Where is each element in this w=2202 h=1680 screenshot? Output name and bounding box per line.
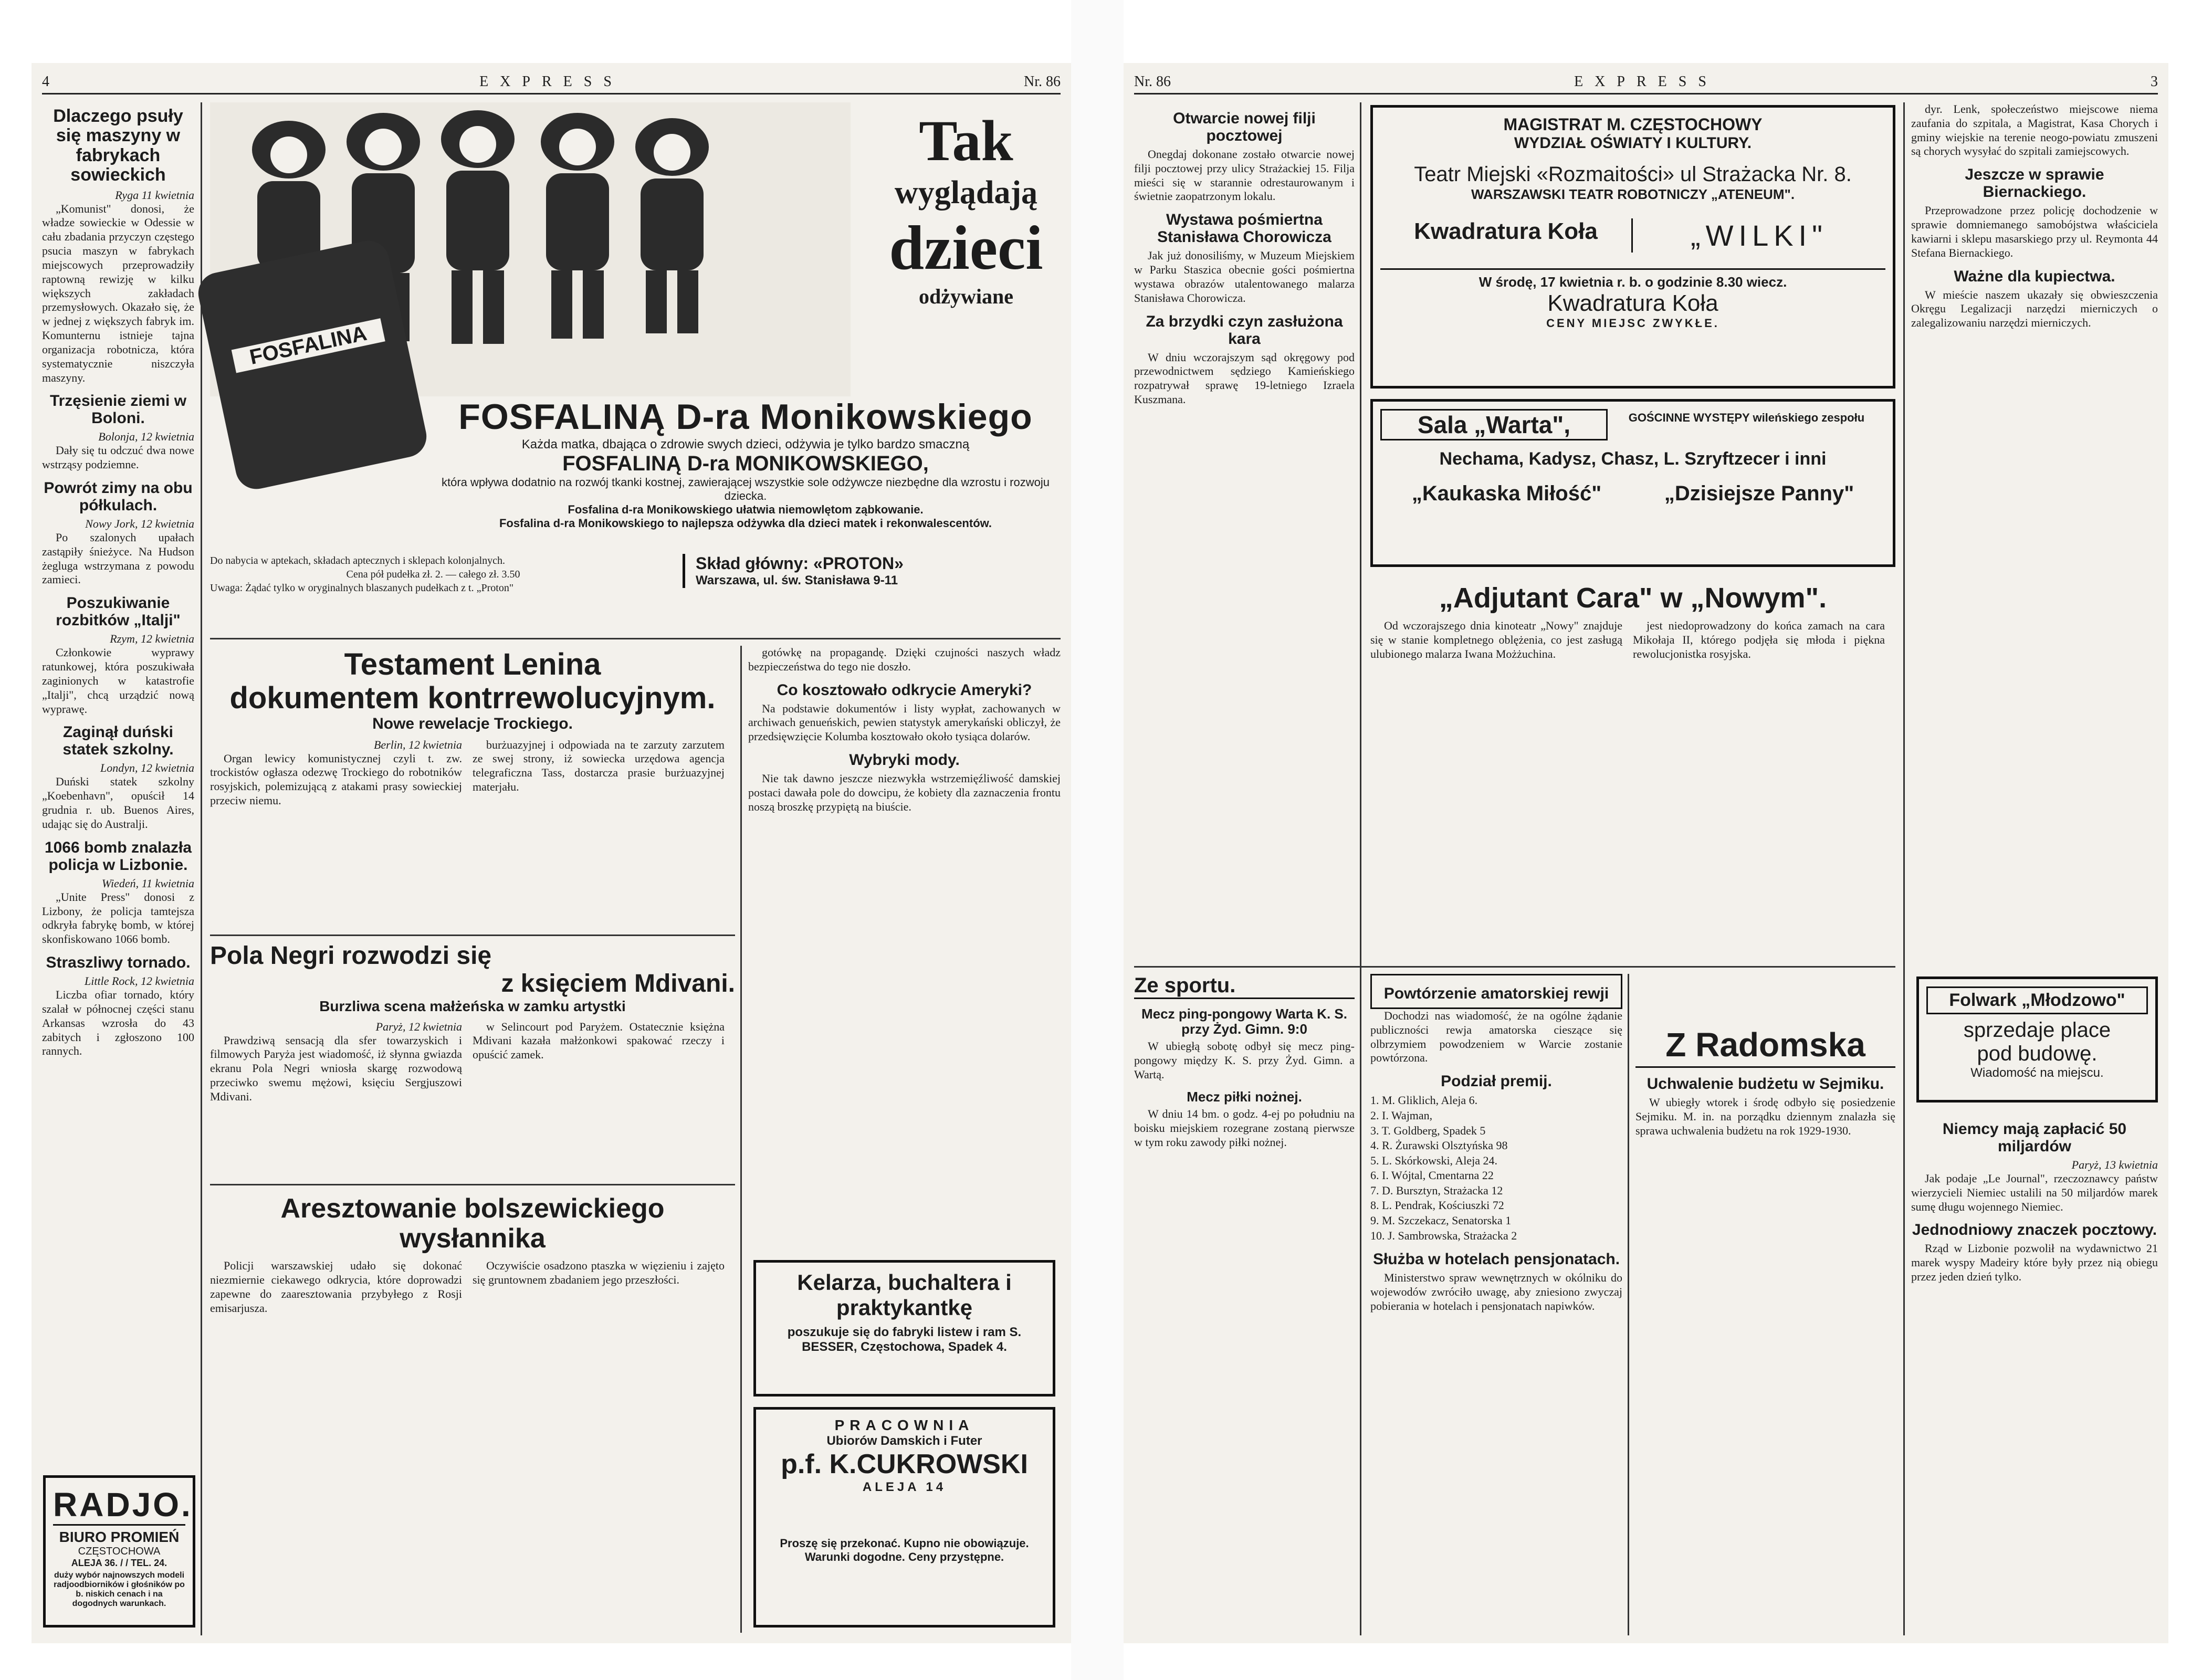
niemcy-body: Jak podaje „Le Journal", rzeczoznawcy państw wierzycieli Niemiec ustalili na 50 miljardów marek sumę długu wojennego Niemiec. bbox=[1911, 1172, 2158, 1213]
radio-ad bbox=[43, 1475, 195, 1628]
amatorska-body: Dochodzi nas wiadomość, że na ogólne żądanie publiczności rewja amatorska cieszące się olbrzymiem powodzeniem w Warcie zostanie powtórzona. bbox=[1370, 1009, 1622, 1065]
biernacki-body: Przeprowadzone przez policję dochodzenie w sprawie domniemanego samobójstwa właściciela kawiarni i sklepu masarskiego przy ul. Reymonta 44 Stefana Biernackiego. bbox=[1911, 204, 2158, 259]
slogan-line-1: Tak bbox=[919, 109, 1013, 173]
aresztowanie-columns bbox=[210, 1259, 735, 1318]
sport-header: Ze sportu. bbox=[1134, 974, 1355, 999]
right-col-far-lower bbox=[1911, 1113, 2158, 1633]
article-tornado bbox=[42, 954, 194, 1058]
aresztowanie-title: Aresztowanie bolszewickiego wysłannika bbox=[280, 1193, 665, 1254]
cukrowski-ad bbox=[753, 1407, 1055, 1628]
right-col-far bbox=[1911, 102, 2158, 963]
masthead: EXPRESS bbox=[479, 74, 623, 90]
adjutant-body-1: Od wczorajszego dnia kinoteatr „Nowy" znajduje się w stanie kompletnego oblężenia, co jest zasługą ulubionego malarza Iwana Możżuchina. bbox=[1370, 619, 1622, 661]
column-rule bbox=[201, 102, 202, 1635]
lenin-col-b bbox=[473, 738, 725, 811]
page-gutter bbox=[1071, 0, 1124, 1680]
slogan-line-2: wyglądają bbox=[894, 175, 1038, 211]
aresztowanie-body-2: Oczywiście osadzono ptaszka w więzieniu i zajęto się gruntownem zbadaniem jego przeszłości. bbox=[473, 1259, 725, 1287]
niemcy-dateline: Paryż, 13 kwietnia bbox=[2071, 1158, 2158, 1171]
wystawa-body: Jak już donosiliśmy, w Muzeum Miejskiem w Parku Staszica obecnie gości pośmiertna wystawa obrazów utalentowanego malarza Stanisława Chorowicza. bbox=[1134, 249, 1355, 304]
fosfalina-line-1: Każda matka, dbająca o zdrowie swych dzieci, odżywia je tylko bardzo smaczną bbox=[521, 437, 970, 452]
sport-title-1: Mecz ping-pongowy Warta K. S. przy Żyd. Gimn. 9:0 bbox=[1141, 1006, 1347, 1037]
wystawa-title: Wystawa pośmiertna Stanisława Chorowicza bbox=[1157, 211, 1331, 246]
fosfalina-line-4: Fosfalina d-ra Monikowskiego to najlepsza odżywka dla dzieci matek i rekonwalescentów. bbox=[499, 517, 992, 530]
section-rule bbox=[210, 934, 735, 936]
left-col-news bbox=[42, 102, 194, 1467]
article-trzesienie bbox=[42, 392, 194, 472]
article-title: Powrót zimy na obu półkulach. bbox=[44, 479, 193, 514]
lenin-columns bbox=[210, 738, 735, 811]
radomska-title: Z Radomska bbox=[1635, 1026, 1895, 1068]
issue-number: Nr. 86 bbox=[1024, 74, 1061, 90]
znaczek-body: Rząd w Lizbonie pozwolił na wydawnictwo 21 marek wyspy Madeiry które były przez nią obiegu przez jeden dzień tylko. bbox=[1911, 1242, 2158, 1284]
negri-body-1: Prawdziwą sensacją dla sfer towarzyskich i filmowych Paryża jest wiadomość, iż słynna gwiazda ekranu Pola Negri wniosła skargę rozwodową przeciwko swemu mężowi, księciu Sergjuszowi Mdivani. bbox=[210, 1033, 462, 1103]
page-number: 3 bbox=[2151, 74, 2158, 90]
kara-body: W dniu wczorajszym sąd okręgowy pod przewodnictwem sędziego Kamieńskiego rozpatrywał sprawę 19-letniego Izraela Kuszmana. bbox=[1134, 350, 1355, 406]
article-title: Dlaczego psuły się maszyny w fabrykach sowieckich bbox=[53, 106, 183, 185]
column-rule bbox=[1628, 974, 1629, 1635]
negri-col-a bbox=[210, 1020, 462, 1107]
premji-title: Podział premij. bbox=[1441, 1073, 1552, 1090]
magistrat-bottom-play: Kwadratura Koła bbox=[1547, 290, 1718, 316]
radio-ad-address: ALEJA 36. / / TEL. 24. bbox=[71, 1558, 167, 1568]
magistrat-prices: CENY MIEJSC ZWYKŁE. bbox=[1546, 317, 1719, 330]
article-aresztowanie bbox=[210, 1192, 735, 1633]
fosfalina-headline: FOSFALINĄ D-ra Monikowskiego bbox=[458, 397, 1033, 437]
section-rule bbox=[210, 638, 1061, 639]
folwark-line-1: sprzedaje place bbox=[1963, 1018, 2111, 1042]
list-item: 8. L. Pendrak, Kościuszki 72 bbox=[1370, 1199, 1504, 1212]
negri-title-2: z księciem Mdivani. bbox=[501, 969, 735, 998]
adjutant-body-2: jest niedoprowadzony do końca zamach na cara Mikołaja II, którego podjęła się młoda i piękna rewolucjonistka rosyjska. bbox=[1633, 619, 1885, 661]
article-title: Poszukiwanie rozbitków „Italji" bbox=[56, 594, 181, 629]
biernacki-title: Jeszcze w sprawie Biernackiego. bbox=[1965, 166, 2104, 201]
article-body: Duński statek szkolny „Koebenhavn", opuścił 14 grudnia r. ub. Buenos Aires, udając się do Australji. bbox=[42, 775, 194, 831]
kupiectwo-body: W mieście naszem ukazały się obwieszczenia Okręgu Legalizacji narzędzi mierniczych o zalegalizowaniu narzędzi mierniczych. bbox=[1911, 288, 2158, 330]
article-adjutant bbox=[1370, 578, 1895, 966]
slogan-line-4: odżywiane bbox=[919, 285, 1013, 308]
article-dateline: Bolonja, 12 kwietnia bbox=[98, 430, 194, 444]
znaczek-title: Jednodniowy znaczek pocztowy. bbox=[1912, 1221, 2157, 1239]
amatorska-box bbox=[1370, 974, 1622, 1009]
article-title: Zaginął duński statek szkolny. bbox=[62, 723, 174, 759]
page-number: 4 bbox=[42, 74, 49, 90]
radio-ad-note: duży wybór najnowszych modeli radjoodbiorników i głośników po b. niskich cenach i na dogodnych warunkach. bbox=[54, 1571, 185, 1608]
article-body: Dały się tu odczuć dwa nowe wstrząsy podziemne. bbox=[42, 444, 194, 471]
kara-title: Za brzydki czyn zasłużona kara bbox=[1146, 312, 1343, 348]
article-negri bbox=[210, 942, 735, 1179]
warta-play-2: „Dzisiejsze Panny" bbox=[1664, 482, 1854, 505]
right-header bbox=[1134, 74, 2158, 94]
article-italja bbox=[42, 594, 194, 716]
magistrat-ad bbox=[1370, 105, 1895, 388]
list-item: 5. L. Skórkowski, Aleja 24. bbox=[1370, 1153, 1497, 1167]
fosfalina-availability: Do nabycia w aptekach, składach aptecznych i sklepach kolonjalnych. bbox=[210, 555, 506, 566]
negri-col-b bbox=[473, 1020, 725, 1107]
lenk-body: dyr. Lenk, społeczeństwo miejscowe niema zaufania do szpitala, a Magistrat, Kasa Chorych i gminy wiejskie na terenie neogo-powiatu zmuszeni są chorych wysyłać do szpitali zamiejscowych. bbox=[1911, 102, 2158, 158]
cukrowski-name: p.f. K.CUKROWSKI bbox=[781, 1449, 1028, 1479]
fosfalina-line-3: Fosfalina d-ra Monikowskiego ułatwia niemowlętom ząbkowanie. bbox=[568, 503, 924, 516]
article-dateline: Ryga 11 kwietnia bbox=[115, 188, 194, 202]
fosfalina-copy bbox=[431, 396, 1061, 530]
magistrat-bottom: W środę, 17 kwietnia r. b. o godzinie 8.30 wiecz. bbox=[1380, 268, 1885, 290]
ameryka-title: Co kosztowało odkrycie Ameryki? bbox=[777, 681, 1032, 699]
sport-body-1: W ubiegłą sobotę odbył się mecz ping-pongowy między K. S. przy Żyd. Gimn. a Wartą. bbox=[1134, 1040, 1355, 1081]
radomska-body: W ubiegły wtorek i środę odbyło się posiedzenie Sejmiku. M. in. na porządku dziennym znalazła się sprawa uchwalenia budżetu na rok 1929-1930. bbox=[1635, 1096, 1895, 1138]
can-label: FOSFALINA bbox=[232, 318, 385, 373]
sport-title-2: Mecz piłki nożnej. bbox=[1187, 1088, 1302, 1105]
mody-title: Wybryki mody. bbox=[849, 751, 960, 769]
article-body: „Unite Press" donosi z Lizbony, że policja tamtejsza odkryła fabrykę bomb, w której skonfiskowano 1066 bomb. bbox=[42, 890, 194, 946]
warta-guests: GOŚCINNE WYSTĘPY wileńskiego zespołu bbox=[1628, 411, 1865, 424]
sport-section bbox=[1134, 974, 1355, 1635]
warta-cast: Nechama, Kadysz, Chasz, L. Szryftzecer i inni bbox=[1439, 449, 1827, 469]
left-page bbox=[32, 63, 1071, 1643]
lenin-title-2: dokumentem kontrrewolucyjnym. bbox=[229, 680, 716, 715]
list-item: 6. I. Wójtal, Cmentarna 22 bbox=[1370, 1169, 1494, 1182]
fosfalina-price: Cena pół pudełka zł. 2. — całego zł. 3.50 bbox=[346, 569, 520, 580]
kelarza-ad bbox=[753, 1260, 1055, 1396]
magistrat-plays bbox=[1380, 218, 1885, 253]
mody-body: Nie tak dawno jeszcze niezwykła wstrzemięźliwość damskiej postaci dawała pole do dowcipu, że kobiety dla zaznaczenia frontu noszą broszkę przypiętą na biuście. bbox=[748, 772, 1061, 813]
magistrat-play-1: Kwadratura Koła bbox=[1380, 218, 1633, 253]
cukrowski-address: ALEJA 14 bbox=[862, 1480, 947, 1494]
article-body: Liczba ofiar tornado, który szalał w północnej części stanu Arkansas wzrosła do 43 zabitych i zgłoszono 100 rannych. bbox=[42, 988, 194, 1058]
article-dateline: Londyn, 12 kwietnia bbox=[100, 761, 194, 775]
article-body: Członkowie wyprawy ratunkowej, która poszukiwała zaginionych w katastrofie „Italji", chcą urządzić nową wyprawę. bbox=[42, 646, 194, 716]
list-item: 7. D. Bursztyn, Strażacka 12 bbox=[1370, 1183, 1503, 1197]
article-dateline: Nowy Jork, 12 kwietnia bbox=[85, 517, 194, 530]
cukrowski-sub: Ubiorów Damskich i Futer bbox=[826, 1434, 982, 1448]
fosfalina-warning: Uwaga: Żądać tylko w oryginalnych blaszanych pudełkach z t. „Proton" bbox=[210, 582, 513, 594]
amatorska-title: Powtórzenie amatorskiej rewji bbox=[1383, 985, 1609, 1002]
sport-body-2: W dniu 14 bm. o godz. 4-ej po południu na boisku miejskiem rozegrane zostaną pierwsze w tym roku zawody piłki nożnej. bbox=[1134, 1107, 1355, 1149]
lenin-body-1: Organ lewicy komunistycznej czyli t. zw. trockistów ogłasza odezwę Trockiego do robotników rosyjskich, polemizującą z atakami prasy sowieckiej przeciw niemu. bbox=[210, 751, 462, 807]
lenin-body-3: gotówkę na propagandę. Dzięki czujności naszych władz bezpieczeństwa do tego nie doszło. bbox=[748, 646, 1061, 673]
negri-title-1: Pola Negri rozwodzi się bbox=[210, 942, 492, 970]
section-rule bbox=[1134, 966, 1895, 968]
negri-dateline: Paryż, 12 kwietnia bbox=[375, 1020, 462, 1033]
article-lenin bbox=[210, 646, 735, 929]
right-col-news bbox=[1134, 102, 1355, 963]
warta-plays bbox=[1380, 482, 1885, 506]
magistrat-play-2: „WILKI" bbox=[1691, 219, 1828, 252]
issue-number: Nr. 86 bbox=[1134, 74, 1171, 90]
section-rule bbox=[210, 1184, 735, 1185]
premji-list bbox=[1370, 1093, 1622, 1243]
column-rule bbox=[1903, 102, 1905, 1635]
radomska-subtitle: Uchwalenie budżetu w Sejmiku. bbox=[1647, 1075, 1884, 1093]
warta-hall: Sala „Warta", bbox=[1380, 409, 1608, 440]
article-maszyny bbox=[42, 107, 194, 385]
fosfalina-ad bbox=[210, 102, 1061, 633]
article-dateline: Rzym, 12 kwietnia bbox=[110, 632, 194, 646]
slogan-line-3: dzieci bbox=[889, 213, 1043, 282]
cukrowski-label: PRACOWNIA bbox=[834, 1417, 974, 1433]
radio-ad-company: BIURO PROMIEŃ bbox=[59, 1529, 180, 1545]
magistrat-title-2: WYDZIAŁ OŚWIATY I KULTURY. bbox=[1514, 134, 1752, 152]
list-item: 10. J. Sambrowska, Strażacka 2 bbox=[1370, 1228, 1517, 1242]
fosfalina-product: FOSFALINĄ D-ra MONIKOWSKIEGO, bbox=[562, 452, 929, 475]
article-radomska bbox=[1635, 974, 1895, 1635]
article-dateline: Little Rock, 12 kwietnia bbox=[85, 974, 194, 988]
folwark-ad bbox=[1916, 976, 2158, 1102]
article-dateline: Wiedeń, 11 kwietnia bbox=[101, 876, 194, 890]
warta-ad bbox=[1370, 399, 1895, 567]
fosfalina-line-2: która wpływa dodatnio na rozwój tkanki kostnej, zawierającej wszystkie sole odżywcze niezbędne dla wzrostu i rozwoju dziecka. bbox=[442, 476, 1050, 502]
list-item: 2. I. Wajman, bbox=[1370, 1108, 1433, 1122]
aresztowanie-body-1: Policji warszawskiej udało się dokonać niezmiernie ciekawego odkrycia, które doprowadzi zapewne do zaaresztowania przybyłego z Rosji emisarjusza. bbox=[210, 1259, 462, 1315]
article-title: Trzęsienie ziemi w Boloni. bbox=[49, 392, 187, 427]
fosfalina-warehouse bbox=[683, 554, 1050, 588]
magistrat-company: WARSZAWSKI TEATR ROBOTNICZY „ATENEUM". bbox=[1471, 186, 1795, 202]
right-page bbox=[1124, 63, 2168, 1643]
negri-body-2: w Selincourt pod Paryżem. Ostatecznie księżna Mdivani kazała małżonkowi spakować rzeczy i opuścić zamek. bbox=[473, 1020, 725, 1062]
radio-ad-title: RADJO. bbox=[53, 1485, 185, 1526]
warehouse-address: Warszawa, ul. św. Stanisława 9-11 bbox=[696, 573, 898, 587]
right-col-middle bbox=[1370, 974, 1622, 1635]
negri-subtitle: Burzliwa scena małżeńska w zamku artystki bbox=[319, 998, 626, 1014]
kelarza-body: poszukuje się do fabryki listew i ram S. BESSER, Częstochowa, Spadek 4. bbox=[787, 1325, 1022, 1354]
warta-top bbox=[1380, 409, 1885, 440]
adjutant-columns bbox=[1370, 619, 1895, 664]
kupiectwo-title: Ważne dla kupiectwa. bbox=[1954, 267, 2115, 285]
sluzba-title: Służba w hotelach pensjonatach. bbox=[1372, 1251, 1620, 1268]
sluzba-body: Ministerstwo spraw wewnętrznych w okólniku do wojewodów zwróciło uwagę, aby zniesiono zwyczaj pobierania w hotelach i pensjonatach napiwków. bbox=[1370, 1271, 1622, 1312]
warta-play-1: „Kaukaska Miłość" bbox=[1411, 482, 1602, 505]
column-rule bbox=[740, 646, 742, 1633]
lenin-body-2: burżuazyjnej i odpowiada na te zarzuty zarzutem ze swej strony, iż sowiecka urzędowa agencja telegraficzna Tass, dostarcza prasie burżuazyjnej materjału. bbox=[473, 738, 725, 794]
niemcy-title: Niemcy mają zapłacić 50 miljardów bbox=[1942, 1120, 2127, 1155]
folwark-line-2: pod budowę. bbox=[1977, 1042, 2098, 1065]
article-body: „Komunist" donosi, że władze sowieckie w Odessie w cału zbadania przyczyn częstego psucia maszyn w fabrykach miejscowych przeprowadziły raptowną rewizję w kilku większych zakładach przemysłowych. Okazało się, że w jednej z większych fabryk im. Komunternu istnieje tajna organizacja robotnicza, która systematycznie niszczyła maszyny. bbox=[42, 202, 194, 384]
article-bomby bbox=[42, 839, 194, 947]
lenin-title-1: Testament Lenina bbox=[344, 647, 601, 681]
article-body: Po szalonych upałach zastąpiły śnieżyce. Na Hudson żegluga wstrzymana z powodu zamieci. bbox=[42, 530, 194, 586]
poczta-title: Otwarcie nowej filji pocztowej bbox=[1173, 110, 1316, 144]
warehouse-name: Skład główny: «PROTON» bbox=[696, 554, 904, 573]
left-page-col-right bbox=[748, 646, 1061, 1250]
list-item: 1. M. Gliklich, Aleja 6. bbox=[1370, 1094, 1478, 1107]
fosfalina-slogan bbox=[872, 108, 1061, 309]
lenin-subtitle: Nowe rewelacje Trockiego. bbox=[372, 715, 573, 732]
cukrowski-body: Proszę się przekonać. Kupno nie obowiązuje. Warunki dogodne. Ceny przystępne. bbox=[780, 1537, 1029, 1563]
folwark-title: Folwark „Młodzowo" bbox=[1926, 986, 2148, 1014]
ameryka-body: Na podstawie dokumentów i listy wypłat, zachowanych w archiwach genueńskich, pewien statystyk amerykański obliczył, że przedsięwzięcie Kolumba kosztowało około tysiąca dolarów. bbox=[748, 701, 1061, 743]
lenin-col-a bbox=[210, 738, 462, 811]
list-item: 3. T. Goldberg, Spadek 5 bbox=[1370, 1124, 1486, 1137]
fosfalina-footer bbox=[210, 554, 656, 595]
article-zima bbox=[42, 479, 194, 587]
article-title: Straszliwy tornado. bbox=[46, 954, 191, 972]
radio-ad-city: CZĘSTOCHOWA bbox=[78, 1546, 161, 1557]
magistrat-theatre: Teatr Miejski «Rozmaitości» ul Strażacka Nr. 8. bbox=[1414, 163, 1852, 186]
lenin-dateline: Berlin, 12 kwietnia bbox=[373, 738, 462, 751]
adjutant-title: „Adjutant Cara" w „Nowym". bbox=[1439, 582, 1827, 614]
kelarza-title: Kelarza, buchaltera i praktykantkę bbox=[797, 1270, 1012, 1320]
poczta-body: Onegdaj dokonane zostało otwarcie nowej filji pocztowej przy ulicy Strażackiej 15. Filja mieści się w starannie odrestaurowanym i świetnie zaopatrzonym lokalu. bbox=[1134, 148, 1355, 203]
negri-columns bbox=[210, 1020, 735, 1107]
masthead: EXPRESS bbox=[1574, 74, 1718, 90]
list-item: 9. M. Szczekacz, Senatorska 1 bbox=[1370, 1214, 1512, 1227]
article-statek bbox=[42, 723, 194, 831]
column-rule bbox=[1360, 102, 1361, 1635]
magistrat-title-1: MAGISTRAT M. CZĘSTOCHOWY bbox=[1503, 115, 1763, 134]
article-title: 1066 bomb znalazła policja w Lizbonie. bbox=[44, 838, 192, 874]
left-header bbox=[42, 74, 1061, 94]
list-item: 4. R. Żurawski Olsztyńska 98 bbox=[1370, 1139, 1508, 1152]
folwark-line-3: Wiadomość na miejscu. bbox=[1970, 1066, 2104, 1080]
